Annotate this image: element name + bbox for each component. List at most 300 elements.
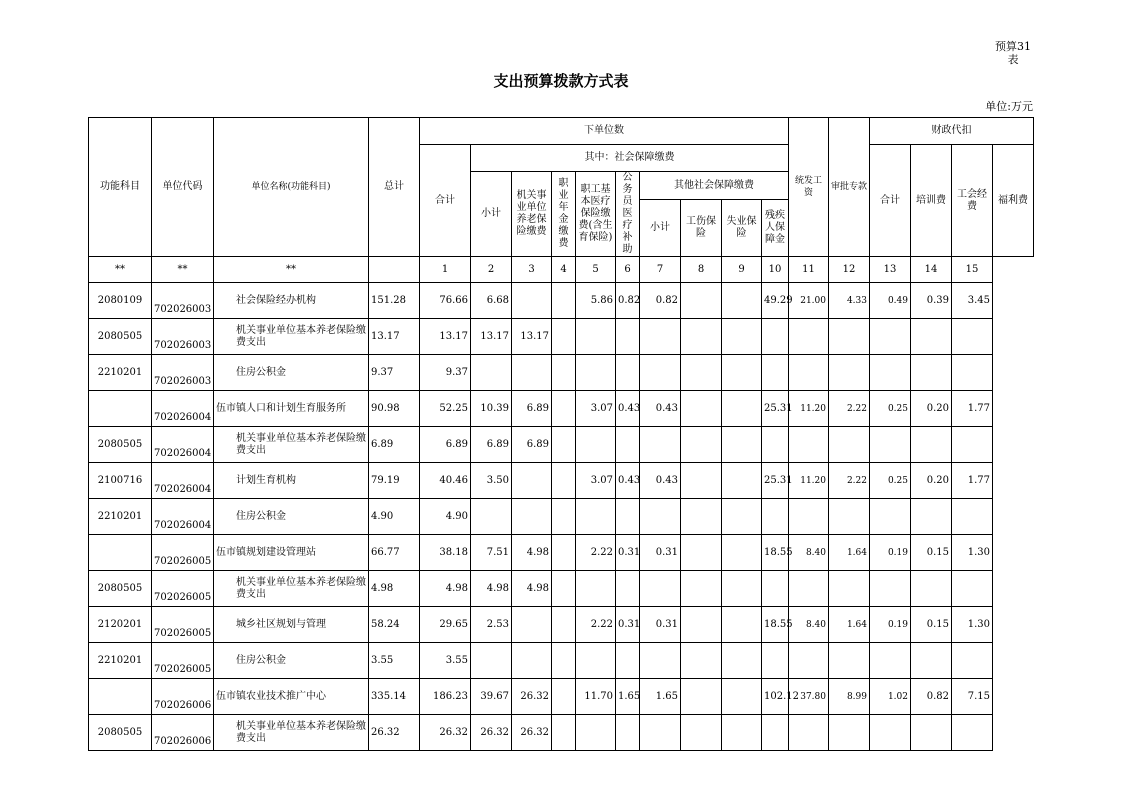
value-cell-c3: 4.98 <box>512 535 552 571</box>
value-cell-c15 <box>952 643 993 679</box>
total-cell: 58.24 <box>369 607 420 643</box>
value-cell-c5 <box>576 571 616 607</box>
value-cell-c11 <box>789 319 829 355</box>
value-cell-c10: 18.55 <box>762 535 789 571</box>
value-cell-c9 <box>722 355 762 391</box>
header-fiscal-sum: 合计 <box>870 145 911 257</box>
value-cell-c13 <box>870 643 911 679</box>
header-civil-medical <box>616 172 640 257</box>
value-cell-c13: 1.02 <box>870 679 911 715</box>
unit-code-cell: 702026003 <box>152 319 214 355</box>
form-code <box>990 40 1036 66</box>
header-unemployment-line: 险 <box>736 228 747 239</box>
value-cell-c14: 0.39 <box>911 283 952 319</box>
header-occupational-char: 金 <box>558 214 569 225</box>
table-row <box>89 463 1034 499</box>
value-cell-c10: 18.55 <box>762 607 789 643</box>
index-cell: ** <box>214 257 369 283</box>
value-cell-c8 <box>681 391 722 427</box>
value-cell-c4 <box>552 643 576 679</box>
total-cell: 90.98 <box>369 391 420 427</box>
value-cell-c1: 4.90 <box>420 499 471 535</box>
value-cell-c9 <box>722 607 762 643</box>
index-cell: 7 <box>640 257 681 283</box>
unit-name-cell: 机关事业单位基本养老保险缴费支出 <box>214 715 369 751</box>
header-sum: 合计 <box>420 145 471 257</box>
value-cell-c7 <box>640 427 681 463</box>
value-cell-c10 <box>762 319 789 355</box>
header-total: 总计 <box>369 118 420 257</box>
value-cell-c1: 9.37 <box>420 355 471 391</box>
value-cell-c2: 6.89 <box>471 427 512 463</box>
value-cell-c3: 26.32 <box>512 679 552 715</box>
value-cell-c1: 76.66 <box>420 283 471 319</box>
header-civil-medical-char: 疗 <box>622 220 633 231</box>
value-cell-c15: 1.77 <box>952 463 993 499</box>
value-cell-c10 <box>762 499 789 535</box>
value-cell-c15 <box>952 427 993 463</box>
value-cell-c3 <box>512 607 552 643</box>
value-cell-c12: 2.22 <box>829 463 870 499</box>
value-cell-c4 <box>552 607 576 643</box>
header-civil-medical-char: 医 <box>622 208 633 219</box>
value-cell-c4 <box>552 283 576 319</box>
value-cell-c7: 1.65 <box>640 679 681 715</box>
value-cell-c8 <box>681 463 722 499</box>
value-cell-c14 <box>911 643 952 679</box>
value-cell-c14: 0.20 <box>911 391 952 427</box>
value-cell-c11: 8.40 <box>789 535 829 571</box>
value-cell-c6 <box>616 319 640 355</box>
value-cell-c15 <box>952 571 993 607</box>
value-cell-c11 <box>789 643 829 679</box>
header-disability <box>762 200 789 257</box>
value-cell-c14 <box>911 319 952 355</box>
value-cell-c5 <box>576 427 616 463</box>
value-cell-c4 <box>552 571 576 607</box>
value-cell-c5: 3.07 <box>576 463 616 499</box>
value-cell-c15 <box>952 715 993 751</box>
header-injury-line: 工伤保 <box>686 216 716 227</box>
total-cell: 335.14 <box>369 679 420 715</box>
index-cell: 9 <box>722 257 762 283</box>
header-social-security: 其中：社会保障缴费 <box>471 145 789 172</box>
header-fiscal-withhold: 财政代扣 <box>870 118 1034 145</box>
value-cell-c5: 2.22 <box>576 607 616 643</box>
value-cell-c14 <box>911 499 952 535</box>
value-cell-c4 <box>552 679 576 715</box>
value-cell-c2: 7.51 <box>471 535 512 571</box>
func-subject-cell <box>89 679 152 715</box>
header-medical-line: 费(含生 <box>578 220 613 231</box>
total-cell: 66.77 <box>369 535 420 571</box>
total-cell: 3.55 <box>369 643 420 679</box>
value-cell-c7 <box>640 499 681 535</box>
header-occupational-char: 缴 <box>558 226 569 237</box>
value-cell-c15: 3.45 <box>952 283 993 319</box>
index-cell: 14 <box>911 257 952 283</box>
value-cell-c9 <box>722 535 762 571</box>
value-cell-c5: 3.07 <box>576 391 616 427</box>
value-cell-c13 <box>870 355 911 391</box>
index-cell: 12 <box>829 257 870 283</box>
index-cell: 3 <box>512 257 552 283</box>
header-union <box>952 145 993 257</box>
value-cell-c6: 0.31 <box>616 607 640 643</box>
header-pension-line: 业单位 <box>516 202 547 213</box>
unit-code-cell: 702026004 <box>152 499 214 535</box>
form-code-line-2: 表 <box>1007 53 1019 66</box>
value-cell-c10 <box>762 715 789 751</box>
table-row <box>89 535 1034 571</box>
index-cell: 4 <box>552 257 576 283</box>
value-cell-c12 <box>829 571 870 607</box>
value-cell-c11 <box>789 427 829 463</box>
func-subject-cell: 2080505 <box>89 571 152 607</box>
value-cell-c1: 26.32 <box>420 715 471 751</box>
total-cell: 79.19 <box>369 463 420 499</box>
header-training: 培训费 <box>911 145 952 257</box>
value-cell-c9 <box>722 463 762 499</box>
header-injury <box>681 200 722 257</box>
value-cell-c9 <box>722 319 762 355</box>
index-cell: 2 <box>471 257 512 283</box>
header-unit-name: 单位名称(功能科目) <box>214 118 369 257</box>
value-cell-c7: 0.31 <box>640 607 681 643</box>
unit-code-cell: 702026004 <box>152 463 214 499</box>
header-civil-medical-char: 务 <box>622 184 633 195</box>
value-cell-c8 <box>681 499 722 535</box>
index-cell <box>369 257 420 283</box>
value-cell-c6 <box>616 499 640 535</box>
value-cell-c1: 3.55 <box>420 643 471 679</box>
value-cell-c8 <box>681 607 722 643</box>
value-cell-c9 <box>722 499 762 535</box>
unit-name-cell: 城乡社区规划与管理 <box>214 607 369 643</box>
value-cell-c14: 0.82 <box>911 679 952 715</box>
value-cell-c4 <box>552 427 576 463</box>
header-union-line: 工会经 <box>957 188 987 200</box>
page-title: 支出预算拨款方式表 <box>493 72 629 90</box>
value-cell-c9 <box>722 391 762 427</box>
unit-label: 单位:万元 <box>985 100 1033 113</box>
value-cell-c1: 13.17 <box>420 319 471 355</box>
value-cell-c14: 0.15 <box>911 607 952 643</box>
value-cell-c3 <box>512 355 552 391</box>
value-cell-c1: 6.89 <box>420 427 471 463</box>
header-salary: 统发工资 <box>789 118 829 257</box>
value-cell-c7: 0.43 <box>640 391 681 427</box>
value-cell-c8 <box>681 679 722 715</box>
value-cell-c5 <box>576 643 616 679</box>
index-cell: 15 <box>952 257 993 283</box>
value-cell-c15: 7.15 <box>952 679 993 715</box>
value-cell-c7: 0.31 <box>640 535 681 571</box>
unit-name-cell: 机关事业单位基本养老保险缴费支出 <box>214 319 369 355</box>
value-cell-c10 <box>762 427 789 463</box>
unit-name-cell: 住房公积金 <box>214 355 369 391</box>
value-cell-c9 <box>722 283 762 319</box>
header-func-subject: 功能科目 <box>89 118 152 257</box>
value-cell-c7: 0.43 <box>640 463 681 499</box>
value-cell-c9 <box>722 679 762 715</box>
value-cell-c15 <box>952 355 993 391</box>
value-cell-c8 <box>681 427 722 463</box>
value-cell-c10: 25.31 <box>762 463 789 499</box>
value-cell-c11: 11.20 <box>789 391 829 427</box>
value-cell-c13: 0.19 <box>870 535 911 571</box>
unit-name-cell: 计划生育机构 <box>214 463 369 499</box>
total-cell: 26.32 <box>369 715 420 751</box>
header-unemployment-line: 失业保 <box>726 216 757 227</box>
header-occupational-char: 费 <box>558 238 569 249</box>
value-cell-c10: 25.31 <box>762 391 789 427</box>
value-cell-c12: 1.64 <box>829 607 870 643</box>
value-cell-c9 <box>722 643 762 679</box>
header-medical <box>576 172 616 257</box>
value-cell-c12: 8.99 <box>829 679 870 715</box>
func-subject-cell: 2080109 <box>89 283 152 319</box>
header-pension <box>512 172 552 257</box>
value-cell-c5 <box>576 499 616 535</box>
value-cell-c12 <box>829 427 870 463</box>
value-cell-c8 <box>681 571 722 607</box>
value-cell-c5: 2.22 <box>576 535 616 571</box>
total-cell: 9.37 <box>369 355 420 391</box>
value-cell-c8 <box>681 319 722 355</box>
value-cell-c11: 21.00 <box>789 283 829 319</box>
value-cell-c2 <box>471 355 512 391</box>
total-cell: 4.98 <box>369 571 420 607</box>
header-occupational-char: 业 <box>558 190 569 201</box>
value-cell-c7 <box>640 571 681 607</box>
value-cell-c5 <box>576 715 616 751</box>
table-row <box>89 571 1034 607</box>
unit-name-cell: 伍市镇人口和计划生育服务所 <box>214 391 369 427</box>
value-cell-c13 <box>870 427 911 463</box>
value-cell-c10: 49.29 <box>762 283 789 319</box>
value-cell-c13 <box>870 715 911 751</box>
header-unit-code: 单位代码 <box>152 118 214 257</box>
value-cell-c8 <box>681 283 722 319</box>
value-cell-c11: 8.40 <box>789 607 829 643</box>
header-occupational-char: 年 <box>558 202 569 213</box>
value-cell-c12 <box>829 355 870 391</box>
header-pension-line: 养老保 <box>516 214 547 225</box>
value-cell-c7: 0.82 <box>640 283 681 319</box>
header-medical-line: 育保险) <box>578 232 613 243</box>
value-cell-c6 <box>616 643 640 679</box>
unit-name-cell: 机关事业单位基本养老保险缴费支出 <box>214 427 369 463</box>
header-pension-line: 机关事 <box>516 190 547 201</box>
value-cell-c5 <box>576 355 616 391</box>
value-cell-c11 <box>789 715 829 751</box>
value-cell-c6: 0.43 <box>616 463 640 499</box>
index-cell: 10 <box>762 257 789 283</box>
value-cell-c9 <box>722 571 762 607</box>
index-row <box>89 257 1034 283</box>
index-cell: 13 <box>870 257 911 283</box>
value-cell-c1: 4.98 <box>420 571 471 607</box>
value-cell-c10 <box>762 643 789 679</box>
total-cell: 151.28 <box>369 283 420 319</box>
header-welfare: 福利费 <box>993 145 1034 257</box>
value-cell-c1: 38.18 <box>420 535 471 571</box>
unit-name-cell: 住房公积金 <box>214 643 369 679</box>
func-subject-cell: 2080505 <box>89 319 152 355</box>
header-other-social: 其他社会保障缴费 <box>640 172 789 200</box>
unit-code-cell: 702026003 <box>152 283 214 319</box>
value-cell-c12 <box>829 499 870 535</box>
header-medical-line: 职工基 <box>580 184 611 195</box>
unit-code-cell: 702026004 <box>152 391 214 427</box>
index-cell: ** <box>152 257 214 283</box>
value-cell-c5: 5.86 <box>576 283 616 319</box>
header-lower-units: 下单位数 <box>420 118 789 145</box>
value-cell-c7 <box>640 319 681 355</box>
unit-code-cell: 702026006 <box>152 715 214 751</box>
value-cell-c1: 29.65 <box>420 607 471 643</box>
value-cell-c4 <box>552 319 576 355</box>
value-cell-c9 <box>722 427 762 463</box>
value-cell-c1: 40.46 <box>420 463 471 499</box>
func-subject-cell: 2210201 <box>89 499 152 535</box>
table-row <box>89 283 1034 319</box>
total-cell: 6.89 <box>369 427 420 463</box>
header-civil-medical-char: 员 <box>622 196 633 207</box>
table-header <box>89 118 1034 283</box>
value-cell-c15: 1.30 <box>952 607 993 643</box>
form-code-line-1: 预算31 <box>995 40 1031 53</box>
value-cell-c14 <box>911 355 952 391</box>
value-cell-c2 <box>471 643 512 679</box>
table-row <box>89 355 1034 391</box>
value-cell-c4 <box>552 535 576 571</box>
func-subject-cell: 2080505 <box>89 427 152 463</box>
value-cell-c2: 10.39 <box>471 391 512 427</box>
value-cell-c1: 186.23 <box>420 679 471 715</box>
table-row <box>89 319 1034 355</box>
header-medical-line: 本医疗 <box>580 196 611 207</box>
value-cell-c2: 3.50 <box>471 463 512 499</box>
func-subject-cell: 2100716 <box>89 463 152 499</box>
header-occupational <box>552 172 576 257</box>
value-cell-c15: 1.77 <box>952 391 993 427</box>
header-special: 审批专款 <box>829 118 870 257</box>
value-cell-c3 <box>512 643 552 679</box>
table-row <box>89 715 1034 751</box>
value-cell-c15 <box>952 499 993 535</box>
unit-name-cell: 伍市镇规划建设管理站 <box>214 535 369 571</box>
func-subject-cell <box>89 391 152 427</box>
value-cell-c13 <box>870 571 911 607</box>
value-cell-c12 <box>829 319 870 355</box>
table-row <box>89 499 1034 535</box>
unit-name-cell: 社会保险经办机构 <box>214 283 369 319</box>
value-cell-c14: 0.15 <box>911 535 952 571</box>
value-cell-c2: 26.32 <box>471 715 512 751</box>
unit-code-cell: 702026006 <box>152 679 214 715</box>
unit-code-cell: 702026005 <box>152 643 214 679</box>
value-cell-c8 <box>681 355 722 391</box>
value-cell-c8 <box>681 535 722 571</box>
header-union-line: 费 <box>967 200 977 212</box>
table-row <box>89 391 1034 427</box>
value-cell-c6 <box>616 355 640 391</box>
header-civil-medical-char: 补 <box>622 232 633 243</box>
func-subject-cell: 2210201 <box>89 643 152 679</box>
value-cell-c6: 0.82 <box>616 283 640 319</box>
index-cell: 11 <box>789 257 829 283</box>
value-cell-c5 <box>576 319 616 355</box>
value-cell-c11 <box>789 499 829 535</box>
value-cell-c2: 2.53 <box>471 607 512 643</box>
value-cell-c4 <box>552 391 576 427</box>
table-row <box>89 607 1034 643</box>
value-cell-c6: 0.31 <box>616 535 640 571</box>
unit-code-cell: 702026005 <box>152 535 214 571</box>
value-cell-c2: 4.98 <box>471 571 512 607</box>
table-row <box>89 427 1034 463</box>
header-other-subtotal: 小计 <box>640 200 681 257</box>
table-row <box>89 679 1034 715</box>
value-cell-c13: 0.25 <box>870 463 911 499</box>
value-cell-c6 <box>616 427 640 463</box>
value-cell-c13: 0.25 <box>870 391 911 427</box>
value-cell-c11 <box>789 571 829 607</box>
value-cell-c9 <box>722 715 762 751</box>
value-cell-c10 <box>762 355 789 391</box>
value-cell-c10: 102.12 <box>762 679 789 715</box>
value-cell-c14 <box>911 715 952 751</box>
value-cell-c12 <box>829 643 870 679</box>
total-cell: 4.90 <box>369 499 420 535</box>
value-cell-c3: 13.17 <box>512 319 552 355</box>
value-cell-c3: 6.89 <box>512 391 552 427</box>
value-cell-c3: 6.89 <box>512 427 552 463</box>
value-cell-c12: 1.64 <box>829 535 870 571</box>
value-cell-c12: 4.33 <box>829 283 870 319</box>
unit-code-cell: 702026004 <box>152 427 214 463</box>
value-cell-c3 <box>512 463 552 499</box>
value-cell-c15 <box>952 319 993 355</box>
value-cell-c12 <box>829 715 870 751</box>
value-cell-c3: 26.32 <box>512 715 552 751</box>
value-cell-c7 <box>640 715 681 751</box>
unit-name-cell: 伍市镇农业技术推广中心 <box>214 679 369 715</box>
func-subject-cell: 2120201 <box>89 607 152 643</box>
func-subject-cell: 2080505 <box>89 715 152 751</box>
header-disability-line: 人保 <box>765 222 785 233</box>
header-medical-line: 保险缴 <box>580 208 611 219</box>
value-cell-c13: 0.19 <box>870 607 911 643</box>
func-subject-cell <box>89 535 152 571</box>
value-cell-c6 <box>616 715 640 751</box>
value-cell-c6: 1.65 <box>616 679 640 715</box>
unit-code-cell: 702026005 <box>152 571 214 607</box>
index-cell: ** <box>89 257 152 283</box>
value-cell-c13 <box>870 319 911 355</box>
index-cell: 5 <box>576 257 616 283</box>
value-cell-c14: 0.20 <box>911 463 952 499</box>
header-injury-line: 险 <box>696 228 706 239</box>
header-civil-medical-char: 助 <box>622 244 633 255</box>
value-cell-c7 <box>640 643 681 679</box>
value-cell-c4 <box>552 499 576 535</box>
value-cell-c6 <box>616 571 640 607</box>
header-disability-line: 残疾 <box>765 210 785 221</box>
func-subject-cell: 2210201 <box>89 355 152 391</box>
